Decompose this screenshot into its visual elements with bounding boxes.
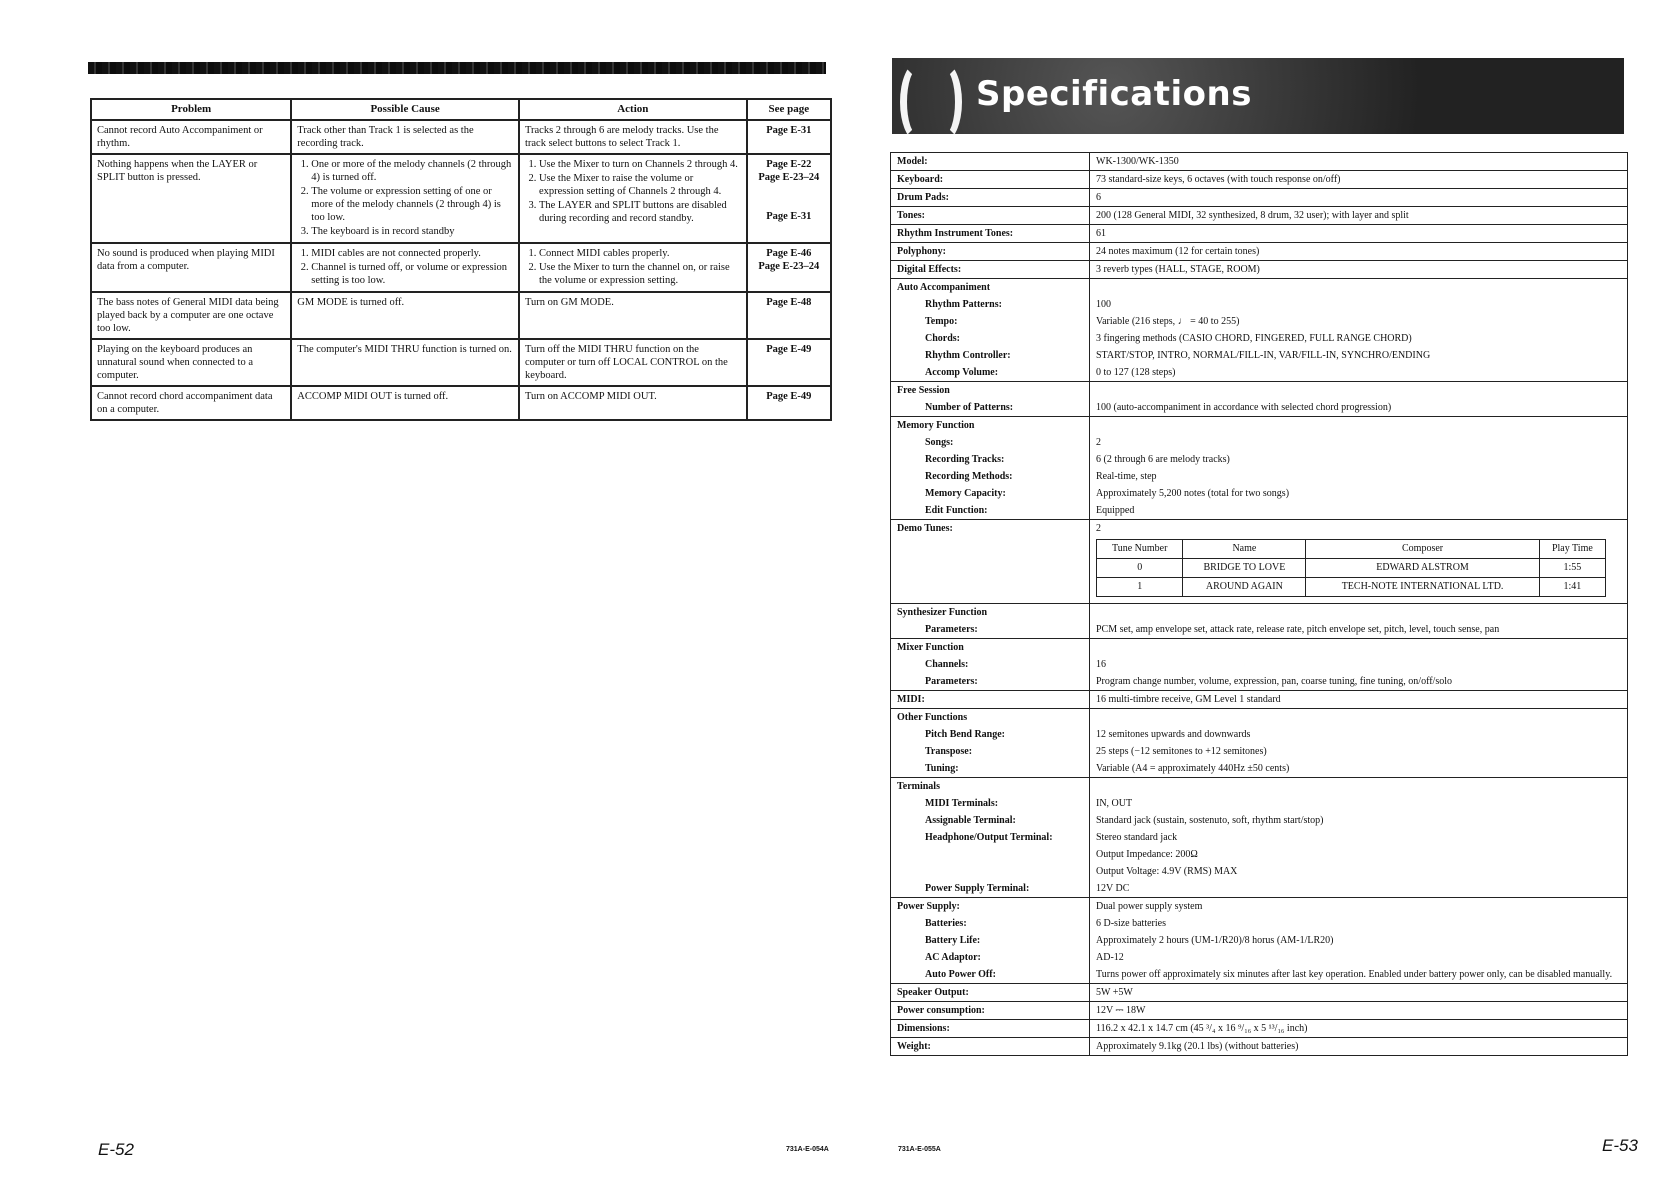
spec-value-cell xyxy=(1090,691,1628,709)
demo-column-header: Play Time xyxy=(1539,540,1605,559)
sub-label: Memory Capacity: xyxy=(925,488,1006,499)
spec-label: Memory Function xyxy=(897,420,975,431)
sub-value: Standard jack (sustain, sostenuto, soft, rhythm start/stop) xyxy=(1096,815,1324,826)
sub-value: Variable (A4 = approximately 440Hz ±50 cents) xyxy=(1096,763,1290,774)
sub-label: Batteries: xyxy=(925,918,967,929)
problem-cell xyxy=(91,386,291,420)
right-page xyxy=(836,0,1672,1179)
spec-value-cell xyxy=(1090,1020,1628,1038)
spec-value-cell xyxy=(1090,520,1628,604)
sub-label: Tuning: xyxy=(925,763,959,774)
sub-value: 6 (2 through 6 are melody tracks) xyxy=(1096,454,1230,465)
action-cell xyxy=(519,243,747,292)
list-item: 1. MIDI cables are not connected properly. xyxy=(311,247,513,260)
table-row xyxy=(91,154,831,243)
spec-label-cell xyxy=(891,1038,1090,1056)
spacer xyxy=(1096,279,1621,296)
spec-label-cell xyxy=(891,207,1090,225)
sub-label: Battery Life: xyxy=(925,935,981,946)
spec-label-cell xyxy=(891,279,1090,382)
cell-text: Turn on GM MODE. xyxy=(524,297,614,308)
action-cell xyxy=(519,120,747,154)
spec-value-cell xyxy=(1090,1038,1628,1056)
spec-value: 6 xyxy=(1096,192,1101,203)
cause-cell xyxy=(291,154,519,243)
list-item: 2. Use the Mixer to turn the channel on, or raise the volume or expression setting. xyxy=(539,261,741,287)
page-ref: Page E-49 xyxy=(766,391,812,402)
spec-label-cell xyxy=(891,1020,1090,1038)
table-row xyxy=(91,339,831,386)
action-cell xyxy=(519,386,747,420)
list-item: 1. Connect MIDI cables properly. xyxy=(539,247,741,260)
spec-value-cell xyxy=(1090,417,1628,520)
numbered-list xyxy=(525,247,741,287)
spec-row xyxy=(891,709,1628,778)
cell-text: The computer's MIDI THRU function is turned on. xyxy=(297,344,512,355)
sub-value: Approximately 5,200 notes (total for two songs) xyxy=(1096,488,1290,499)
demo-cell: 1:41 xyxy=(1539,578,1605,597)
spec-value: 24 notes maximum (12 for certain tones) xyxy=(1096,246,1260,257)
spec-label: Weight: xyxy=(897,1041,931,1052)
cause-cell xyxy=(291,243,519,292)
list-item: 3. The LAYER and SPLIT buttons are disabled during recording and record standby. xyxy=(539,199,741,225)
see-page-cell xyxy=(747,339,831,386)
cause-cell xyxy=(291,292,519,339)
spec-row xyxy=(891,604,1628,639)
sub-label: AC Adaptor: xyxy=(925,952,981,963)
page-ref: Page E-22 xyxy=(766,159,812,170)
spacer xyxy=(1096,382,1621,399)
sub-label: Parameters: xyxy=(925,624,978,635)
spec-label-cell xyxy=(891,691,1090,709)
spec-value-cell xyxy=(1090,1002,1628,1020)
spec-row xyxy=(891,225,1628,243)
demo-cell: BRIDGE TO LOVE xyxy=(1183,559,1306,578)
column-header: Problem xyxy=(91,99,291,120)
spec-row xyxy=(891,691,1628,709)
spec-label: Model: xyxy=(897,156,928,167)
sub-value: Variable (216 steps, ♩ = 40 to 255) xyxy=(1096,316,1240,327)
spec-row xyxy=(891,189,1628,207)
spec-value: 5W +5W xyxy=(1096,987,1133,998)
sub-value: 3 fingering methods (CASIO CHORD, FINGERED, FULL RANGE CHORD) xyxy=(1096,333,1412,344)
sub-label: Rhythm Patterns: xyxy=(925,299,1002,310)
page-ref: Page E-23–24 xyxy=(758,172,820,183)
problem-text: Cannot record Auto Accompaniment or rhythm. xyxy=(97,125,263,149)
spacer xyxy=(1096,604,1621,621)
spec-value: 16 multi-timbre receive, GM Level 1 standard xyxy=(1096,694,1281,705)
spec-label-cell xyxy=(891,261,1090,279)
list-item: 2. Channel is turned off, or volume or expression setting is too low. xyxy=(311,261,513,287)
problem-text: Cannot record chord accompaniment data on a computer. xyxy=(97,391,273,415)
sub-value: Output Voltage: 4.9V (RMS) MAX xyxy=(1096,866,1238,877)
specifications-table xyxy=(890,152,1628,1056)
sub-value: START/STOP, INTRO, NORMAL/FILL-IN, VAR/FILL-IN, SYNCHRO/ENDING xyxy=(1096,350,1431,361)
spec-value: 116.2 x 42.1 x 14.7 cm (45 ³/₄ x 16 ⁹/₁₆ x 5 ¹³/₁₆ inch) xyxy=(1096,1023,1308,1034)
spec-value-cell xyxy=(1090,207,1628,225)
spec-value: 200 (128 General MIDI, 32 synthesized, 8 drum, 32 user); with layer and split xyxy=(1096,210,1409,221)
sub-label: Songs: xyxy=(925,437,954,448)
spec-value-cell xyxy=(1090,279,1628,382)
spec-row xyxy=(891,984,1628,1002)
header-rule xyxy=(88,62,826,74)
spec-value-cell xyxy=(1090,243,1628,261)
sub-label: Pitch Bend Range: xyxy=(925,729,1005,740)
cell-text: GM MODE is turned off. xyxy=(297,297,405,308)
spec-row xyxy=(891,382,1628,417)
sub-label: Transpose: xyxy=(925,746,973,757)
cause-cell xyxy=(291,339,519,386)
spec-row xyxy=(891,1020,1628,1038)
spacer xyxy=(1096,778,1621,795)
spec-row xyxy=(891,171,1628,189)
spec-value-cell xyxy=(1090,261,1628,279)
problem-cell xyxy=(91,154,291,243)
cell-text: Turn on ACCOMP MIDI OUT. xyxy=(524,391,657,402)
sub-value: IN, OUT xyxy=(1096,798,1133,809)
spec-label-cell xyxy=(891,520,1090,604)
sub-label: Headphone/Output Terminal: xyxy=(925,832,1053,843)
sub-label: Accomp Volume: xyxy=(925,367,999,378)
spec-value: Approximately 9.1kg (20.1 lbs) (without batteries) xyxy=(1096,1041,1299,1052)
print-code: 731A-E-054A xyxy=(786,1146,829,1153)
spec-label-cell xyxy=(891,984,1090,1002)
see-page-cell xyxy=(747,243,831,292)
sub-value: AD-12 xyxy=(1096,952,1124,963)
spec-label: Digital Effects: xyxy=(897,264,962,275)
page-ref: Page E-23–24 xyxy=(758,261,820,272)
spec-label-cell xyxy=(891,639,1090,691)
problem-cell xyxy=(91,339,291,386)
page-number: E-53 xyxy=(1602,1136,1638,1155)
sub-value: 6 D-size batteries xyxy=(1096,918,1166,929)
page-number: E-52 xyxy=(98,1140,134,1159)
spec-value: 2 xyxy=(1096,523,1101,534)
list-item: 3. The keyboard is in record standby xyxy=(311,225,513,238)
column-header: Action xyxy=(519,99,747,120)
spec-label-cell xyxy=(891,604,1090,639)
spec-label: Demo Tunes: xyxy=(897,523,953,534)
spec-row xyxy=(891,639,1628,691)
page-title: Specifications xyxy=(976,74,1252,114)
spec-label: Synthesizer Function xyxy=(897,607,988,618)
see-page-cell xyxy=(747,120,831,154)
sub-value: Approximately 2 hours (UM-1/R20)/8 horus (AM-1/LR20) xyxy=(1096,935,1334,946)
spec-label: MIDI: xyxy=(897,694,925,705)
spec-value: 3 reverb types (HALL, STAGE, ROOM) xyxy=(1096,264,1260,275)
spec-row xyxy=(891,207,1628,225)
spec-value-cell xyxy=(1090,984,1628,1002)
sub-value: 100 xyxy=(1096,299,1111,310)
column-header: See page xyxy=(747,99,831,120)
list-item: 1. One or more of the melody channels (2 through 4) is turned off. xyxy=(311,158,513,184)
demo-column-header: Composer xyxy=(1306,540,1539,559)
spec-label: Rhythm Instrument Tones: xyxy=(897,228,1014,239)
action-cell xyxy=(519,339,747,386)
demo-row xyxy=(1097,578,1606,597)
spec-value-cell xyxy=(1090,153,1628,171)
sub-label: Recording Methods: xyxy=(925,471,1013,482)
spec-label: Tones: xyxy=(897,210,925,221)
cause-cell xyxy=(291,386,519,420)
cause-cell xyxy=(291,120,519,154)
column-header: Possible Cause xyxy=(291,99,519,120)
problem-cell xyxy=(91,243,291,292)
demo-cell: 1 xyxy=(1097,578,1183,597)
sub-label: Assignable Terminal: xyxy=(925,815,1016,826)
problem-text: Nothing happens when the LAYER or SPLIT button is pressed. xyxy=(97,159,258,183)
spec-label-cell xyxy=(891,417,1090,520)
problem-text: No sound is produced when playing MIDI data from a computer. xyxy=(97,248,275,272)
numbered-list xyxy=(297,158,513,238)
sub-label: Recording Tracks: xyxy=(925,454,1005,465)
table-row xyxy=(91,243,831,292)
problem-cell xyxy=(91,292,291,339)
sub-value: 100 (auto-accompaniment in accordance with selected chord progression) xyxy=(1096,402,1392,413)
page-ref: Page E-31 xyxy=(766,125,812,136)
spec-row xyxy=(891,243,1628,261)
see-page-cell xyxy=(747,292,831,339)
sub-value: 2 xyxy=(1096,437,1101,448)
cell-text: Track other than Track 1 is selected as the recording track. xyxy=(297,125,474,149)
sub-value: Equipped xyxy=(1096,505,1135,516)
spec-label-cell xyxy=(891,709,1090,778)
spec-row xyxy=(891,417,1628,520)
sub-value: 0 to 127 (128 steps) xyxy=(1096,367,1176,378)
spec-label-cell xyxy=(891,171,1090,189)
spec-label-cell xyxy=(891,189,1090,207)
sub-label: MIDI Terminals: xyxy=(925,798,999,809)
cell-text: Turn off the MIDI THRU function on the computer or turn off LOCAL CONTROL on the keyboard. xyxy=(524,344,728,381)
spacer xyxy=(1096,639,1621,656)
sub-value: 25 steps (−12 semitones to +12 semitones) xyxy=(1096,746,1267,757)
spec-value: 61 xyxy=(1096,228,1106,239)
demo-tunes-table xyxy=(1096,539,1606,597)
see-page-cell xyxy=(747,154,831,243)
spec-label: Power Supply: xyxy=(897,901,960,912)
sub-value: Stereo standard jack xyxy=(1096,832,1178,843)
demo-cell: AROUND AGAIN xyxy=(1183,578,1306,597)
problem-text: The bass notes of General MIDI data being played back by a computer are one octave too low. xyxy=(97,297,279,334)
spec-value-cell xyxy=(1090,171,1628,189)
spec-row-demo-tunes xyxy=(891,520,1628,604)
sub-label xyxy=(897,863,1083,880)
list-item: 2. Use the Mixer to raise the volume or expression setting of Channels 2 through 4. xyxy=(539,172,741,198)
spec-label-cell xyxy=(891,153,1090,171)
action-cell xyxy=(519,292,747,339)
spec-value-cell xyxy=(1090,382,1628,417)
spec-label-cell xyxy=(891,1002,1090,1020)
problem-cell xyxy=(91,120,291,154)
page-ref: Page E-46 xyxy=(766,248,812,259)
spec-value: WK-1300/WK-1350 xyxy=(1096,156,1179,167)
sub-value: 12V DC xyxy=(1096,883,1130,894)
spec-label: Drum Pads: xyxy=(897,192,949,203)
spec-value-cell xyxy=(1090,639,1628,691)
spec-value-cell xyxy=(1090,189,1628,207)
sub-label: Edit Function: xyxy=(925,505,988,516)
spec-label-cell xyxy=(891,243,1090,261)
sub-label: Auto Power Off: xyxy=(925,969,996,980)
spec-value: Dual power supply system xyxy=(1096,901,1203,912)
spec-label: Free Session xyxy=(897,385,950,396)
sub-value: 16 xyxy=(1096,659,1106,670)
sub-value: 12 semitones upwards and downwards xyxy=(1096,729,1251,740)
table-row xyxy=(91,386,831,420)
sub-label: Tempo: xyxy=(925,316,958,327)
spec-label: Terminals xyxy=(897,781,940,792)
spec-label-cell xyxy=(891,382,1090,417)
close-paren-icon xyxy=(926,62,962,142)
demo-column-header: Tune Number xyxy=(1097,540,1183,559)
spec-label-cell xyxy=(891,778,1090,898)
spec-label: Keyboard: xyxy=(897,174,944,185)
sub-value: Real-time, step xyxy=(1096,471,1157,482)
spacer xyxy=(1096,417,1621,434)
spec-value-cell xyxy=(1090,778,1628,898)
cell-text: ACCOMP MIDI OUT is turned off. xyxy=(297,391,449,402)
table-row xyxy=(91,292,831,339)
demo-row xyxy=(1097,559,1606,578)
sub-label: Rhythm Controller: xyxy=(925,350,1011,361)
spec-label: Other Functions xyxy=(897,712,968,723)
spec-label: Mixer Function xyxy=(897,642,964,653)
sub-value: PCM set, amp envelope set, attack rate, release rate, pitch envelope set, pitch, level, touch sense, pan xyxy=(1096,624,1500,635)
spec-label-cell xyxy=(891,225,1090,243)
spec-value: 73 standard-size keys, 6 octaves (with touch response on/off) xyxy=(1096,174,1341,185)
sub-value: Turns power off approximately six minutes after last key operation. Enabled under battery power only, can be disabled manually. xyxy=(1096,969,1613,980)
sub-label: Chords: xyxy=(925,333,961,344)
sub-value: Output Impedance: 200Ω xyxy=(1096,849,1198,860)
demo-cell: EDWARD ALSTROM xyxy=(1306,559,1539,578)
page-ref: Page E-48 xyxy=(766,297,812,308)
sub-value: Program change number, volume, expression, pan, coarse tuning, fine tuning, on/off/solo xyxy=(1096,676,1453,687)
spec-row xyxy=(891,1002,1628,1020)
spec-label: Speaker Output: xyxy=(897,987,969,998)
spec-row xyxy=(891,1038,1628,1056)
demo-cell: TECH-NOTE INTERNATIONAL LTD. xyxy=(1306,578,1539,597)
title-banner xyxy=(892,58,1624,134)
spec-label: Power consumption: xyxy=(897,1005,985,1016)
spec-row xyxy=(891,898,1628,984)
problem-text: Playing on the keyboard produces an unnatural sound when connected to a computer. xyxy=(97,344,253,381)
spec-value-cell xyxy=(1090,898,1628,984)
spec-row xyxy=(891,778,1628,898)
sub-label: Power Supply Terminal: xyxy=(925,883,1030,894)
spacer xyxy=(1096,709,1621,726)
demo-column-header: Name xyxy=(1183,540,1306,559)
spec-value-cell xyxy=(1090,604,1628,639)
sub-label xyxy=(897,846,1083,863)
list-item: 1. Use the Mixer to turn on Channels 2 through 4. xyxy=(539,158,741,171)
spec-value-cell xyxy=(1090,709,1628,778)
demo-header-row xyxy=(1097,540,1606,559)
sub-label: Channels: xyxy=(925,659,969,670)
spec-label: Polyphony: xyxy=(897,246,946,257)
sub-label: Parameters: xyxy=(925,676,978,687)
spec-label-cell xyxy=(891,898,1090,984)
list-item: 2. The volume or expression setting of one or more of the melody channels (2 through 4) is too low. xyxy=(311,185,513,224)
table-header-row xyxy=(91,99,831,120)
spec-row xyxy=(891,153,1628,171)
demo-cell: 0 xyxy=(1097,559,1183,578)
see-page-cell xyxy=(747,386,831,420)
cell-text: Tracks 2 through 6 are melody tracks. Use the track select buttons to select Track 1. xyxy=(524,125,719,149)
sub-label: Number of Patterns: xyxy=(925,402,1014,413)
table-row xyxy=(91,120,831,154)
spec-row xyxy=(891,279,1628,382)
demo-cell: 1:55 xyxy=(1539,559,1605,578)
spec-label: Dimensions: xyxy=(897,1023,950,1034)
spec-value-cell xyxy=(1090,225,1628,243)
page-ref: Page E-49 xyxy=(766,344,812,355)
page-ref: Page E-31 xyxy=(766,211,812,222)
numbered-list xyxy=(525,158,741,225)
print-code: 731A-E-055A xyxy=(898,1146,941,1153)
troubleshooting-table xyxy=(90,98,832,421)
spec-row xyxy=(891,261,1628,279)
numbered-list xyxy=(297,247,513,287)
action-cell xyxy=(519,154,747,243)
spec-label: Auto Accompaniment xyxy=(897,282,991,293)
spec-value: 12V ⎓ 18W xyxy=(1096,1005,1146,1016)
